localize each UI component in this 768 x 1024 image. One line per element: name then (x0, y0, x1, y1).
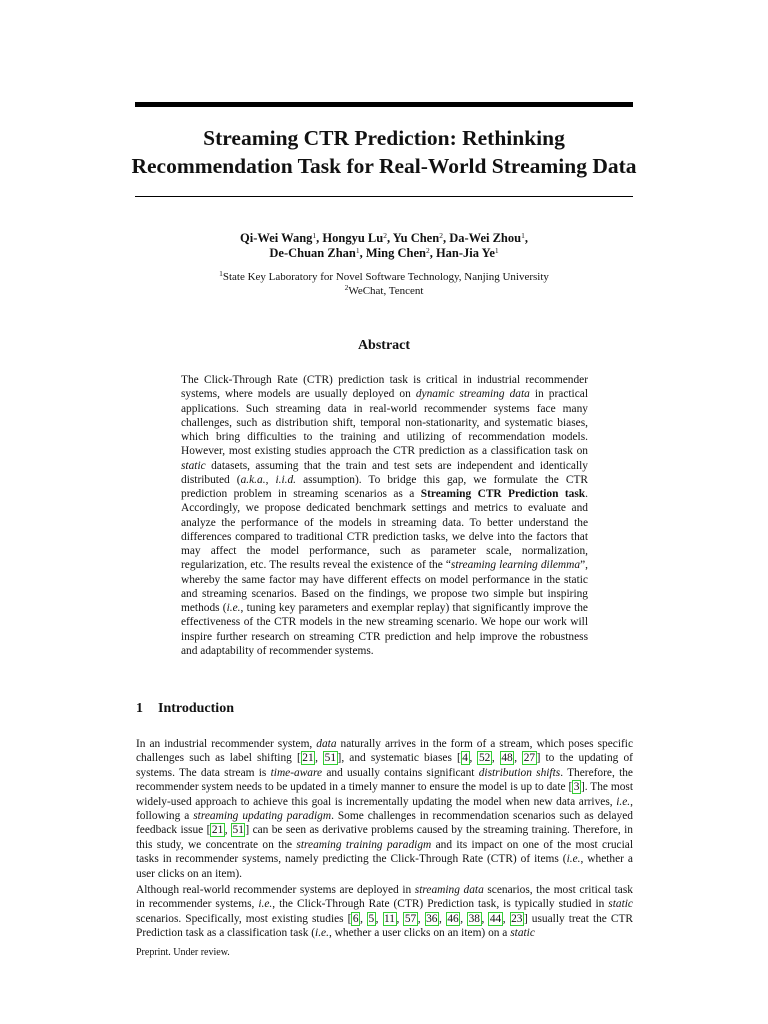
abstract-bold-term: Streaming CTR Prediction task (420, 488, 586, 500)
body-text: . Therefore, the recommender system needs to be updated in a timely manner to ensure the model is up to date (136, 766, 633, 794)
author-affiliation-mark: 1 (312, 231, 317, 240)
title-line-1: Streaming CTR Prediction: Rethinking (203, 126, 565, 150)
body-text: and usually contains significant (322, 766, 479, 779)
body-emphasis: static (608, 898, 633, 911)
body-emphasis: static (510, 927, 535, 940)
citation-link[interactable]: 48 (501, 752, 513, 765)
affiliation-number: 2 (344, 283, 349, 292)
author-name: Qi-Wei Wang (240, 231, 313, 245)
affiliation-text: WeChat, Tencent (348, 285, 424, 297)
abstract-text: in practical applications. Such streaming data in real-world recommender systems face many challenges, such as distribution shift, temporal non-stationarity, and systematic biases, which bring difficulties to the training and utilizing of recommendation models. However, most existing studies approach the CTR prediction as a classification task on (181, 388, 588, 458)
author-name: Ming Chen (365, 246, 426, 260)
author-affiliation-mark: 1 (521, 231, 525, 240)
body-text: naturally arrives in the form of a stream, which poses specific challenges such as label shifting (136, 738, 633, 765)
abstract-text: assumption). To bridge this gap, we formulate the CTR prediction problem in streaming scenarios as a (181, 473, 588, 500)
author-affiliation-mark: 2 (383, 231, 387, 240)
affiliations (120, 270, 648, 298)
section-heading (136, 701, 234, 717)
citation-link[interactable]: 57 (404, 912, 417, 925)
abstract-emphasis: streaming learning dilemma (450, 559, 581, 572)
citation-link[interactable]: 38 (468, 912, 480, 925)
citation-link[interactable]: 21 (302, 752, 314, 765)
abstract-body (181, 373, 588, 658)
author-name: Yu Chen (392, 231, 440, 245)
body-text: , whether a user clicks on an item) on a (328, 927, 511, 940)
citation-link[interactable]: 44 (489, 912, 502, 925)
paper-title (120, 124, 648, 180)
citation-link[interactable]: 36 (426, 912, 438, 925)
body-text: and its impact on one of the most crucial tasks in recommender systems, namely predicting the Click-Through Rate (CTR) of items ( (136, 838, 634, 866)
body-emphasis: i.e. (315, 927, 329, 940)
citation-link[interactable]: 23 (511, 912, 523, 925)
body-text: In an industrial recommender system, (136, 738, 317, 750)
abstract-emphasis: dynamic streaming data (415, 388, 530, 401)
intro-paragraph-2: Although real-world recommender systems are deployed in streaming data scenarios, the most critical task in recommender systems, i.e., the Click-Through Rate (CTR) Prediction task, is typically studied in static scenarios. Specifically, most existing studies [ 6 , 5 , 11 , 57 , 36 , 46 , 38 , 44 , 23 ] usually treat the CTR Prediction task as a classification task (i.e., whether a user clicks on an item) on a static (136, 884, 634, 940)
body-emphasis: i.e. (566, 853, 581, 866)
citation-link[interactable]: 46 (447, 912, 459, 925)
body-text: , the Click-Through Rate (CTR) Prediction task, is typically studied in (272, 898, 609, 911)
citation-link[interactable]: 27 (523, 752, 536, 765)
abstract-text: , (265, 473, 276, 486)
citation-link[interactable]: 51 (232, 824, 244, 837)
title-line-2: Recommendation Task for Real-World Streaming Data (131, 154, 637, 178)
abstract-heading: Abstract (357, 338, 411, 353)
body-text: to the updating of systems. The data stream is (136, 752, 633, 779)
author-name: Hongyu Lu (322, 231, 384, 245)
section-title: Introduction (158, 701, 234, 716)
body-emphasis: time-aware (270, 766, 323, 779)
affiliation-number: 1 (219, 269, 223, 278)
author-name: Da-Wei Zhou (449, 231, 522, 245)
top-rule (135, 102, 633, 107)
author-affiliation-mark: 1 (355, 246, 360, 255)
body-emphasis: data (316, 738, 337, 750)
author-affiliation-mark: 1 (494, 246, 499, 255)
body-emphasis: i.e. (258, 898, 273, 911)
author-name: De-Chuan Zhan (269, 246, 356, 260)
title-rule (135, 196, 633, 197)
body-emphasis: streaming updating paradigm (193, 810, 332, 823)
citation-link[interactable]: 6 (352, 912, 359, 925)
abstract-text: . Accordingly, we propose dedicated benchmark settings and metrics to evaluate and analyze the performance of the models in streaming data. To better understand the differences compared to traditional CTR prediction tasks, we delve into the factors that may affect the model performance, such as parameter scale, normalization, regularization, etc. The results reveal the existence of the “ (181, 488, 588, 572)
abstract-text: datasets, assuming that the train and test sets are independent and identically distributed ( (181, 459, 588, 486)
body-emphasis: streaming data (414, 884, 484, 896)
abstract-emphasis: static (181, 459, 206, 472)
body-text: , following a (136, 795, 633, 823)
author-affiliation-mark: 2 (439, 231, 443, 240)
preprint-footer: Preprint. Under review. (136, 947, 230, 958)
body-text: can be seen as derivative problems caused by the streaming training. Therefore, in this study, we concentrate on the (136, 824, 633, 851)
author-name: Han-Jia Ye (435, 246, 495, 260)
body-text: scenarios, the most critical task in recommender systems, (136, 884, 633, 911)
citation-link[interactable]: 3 (573, 781, 580, 794)
body-text: , whether a user clicks on an item). (136, 853, 633, 880)
body-emphasis: distribution shifts (478, 766, 561, 779)
citation-link[interactable]: 21 (211, 824, 224, 837)
abstract-text: , tuning key parameters and exemplar replay) that significantly improve the effectiveness of the CTR models in the new streaming scenario. We hope our work will inspire further research on streaming CTR prediction and help improve the robustness and adaptability of recommender systems. (181, 602, 588, 657)
citation-link[interactable]: 11 (384, 912, 395, 925)
abstract-emphasis: a.k.a. (240, 473, 266, 486)
affiliation-text: State Key Laboratory for Novel Software Technology, Nanjing University (222, 271, 549, 283)
abstract-text: ”, whereby the same factor may have different effects on model performance in the static and streaming scenarios. Based on the findings, we propose two simple but inspiring methods ( (181, 559, 588, 614)
body-text: . The most widely-used approach to achieve this goal is incrementally updating the model when new data arrives, (136, 781, 634, 808)
abstract-emphasis: i.i.d. (275, 473, 297, 486)
body-text: . Some challenges in recommendation scenarios such as delayed feedback issue (136, 810, 634, 837)
citation-link[interactable]: 51 (324, 752, 337, 765)
citation-link[interactable]: 4 (462, 752, 468, 765)
body-text: , and systematic biases (341, 752, 457, 765)
body-text: Although real-world recommender systems are deployed in (136, 884, 415, 896)
abstract-emphasis: i.e. (226, 602, 241, 614)
body-text: scenarios. Specifically, most existing studies (136, 912, 348, 925)
intro-paragraph-1: In an industrial recommender system, data naturally arrives in the form of a stream, which poses specific challenges such as label shifting [ 21 , 51 ], and systematic biases [ 4 , 52 , 48 , 27 ] to the updating of systems. The data stream is time-aware and usually contains significant distribution shifts. Therefore, the recommender system needs to be updated in a timely manner to ensure the model is up to date [ 3 ]. The most widely-used approach to achieve this goal is incrementally updating the model when new data arrives, i.e., following a streaming updating paradigm. Some challenges in recommendation scenarios such as delayed feedback issue [ 21 , 51 ] can be seen as derivative problems caused by the streaming training. Therefore, in this study, we concentrate on the streaming training paradigm and its impact on one of the most crucial tasks in recommender systems, namely predicting the Click-Through Rate (CTR) of items (i.e., whether a user clicks on an item). (136, 738, 634, 880)
body-text: usually treat the CTR Prediction task as a classification task ( (136, 912, 634, 940)
body-emphasis: i.e. (616, 795, 631, 808)
abstract-text: The Click-Through Rate (CTR) prediction task is critical in industrial recommender systems, where models are usually deployed on (181, 374, 588, 401)
author-list: Qi-Wei Wang$^1$, Hongyu Lu$^2$, Yu Chen$^2$, Da-Wei Zhou$^1$, De-Chuan Zhan$^1$, Ming Chen$^2$, Han-Jia Ye$^1$ (240, 231, 528, 260)
citation-link[interactable]: 52 (478, 752, 491, 765)
citation-link[interactable]: 5 (368, 912, 375, 925)
author-affiliation-mark: 2 (425, 246, 430, 255)
body-emphasis: streaming training paradigm (296, 838, 432, 851)
section-number: 1 (136, 701, 143, 716)
